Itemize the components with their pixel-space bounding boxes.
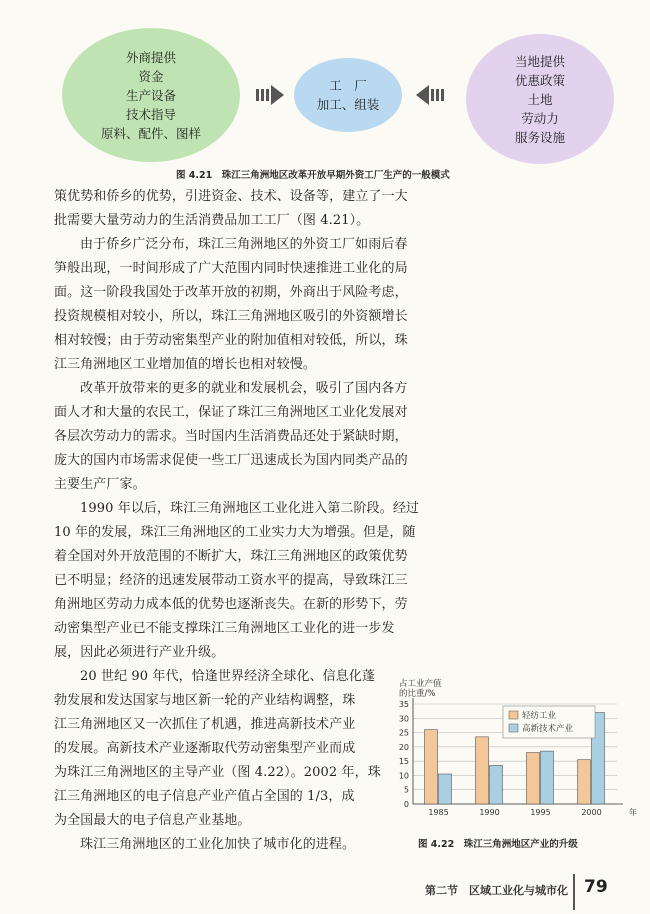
body-line: 1990 年以后，珠江三角洲地区工业化进入第二阶段。经过 <box>80 501 420 516</box>
body-line: 为珠江三角洲地区的主导产业（图 4.22）。2002 年，珠 <box>54 765 381 780</box>
x-tick-label: 1990 <box>479 808 500 817</box>
y-tick-label: 20 <box>398 742 409 752</box>
body-line: 各层次劳动力的需求。当时国内生活消费品还处于紧缺时期， <box>54 429 408 444</box>
body-line: 江三角洲地区又一次抓住了机遇，推进高新技术产业 <box>54 717 356 732</box>
y-tick-label: 30 <box>398 714 409 724</box>
y-tick-label: 0 <box>403 800 409 809</box>
body-line: 江三角洲地区的电子信息产业产值占全国的 1/3，成 <box>54 789 355 804</box>
body-line: 着全国对外开放范围的不断扩大，珠江三角洲地区的政策优势 <box>54 549 408 564</box>
body-line: 动密集型产业已不能支撑珠江三角洲地区工业化的进一步发 <box>54 621 395 636</box>
ellipse-text: 土地 <box>527 91 553 107</box>
arrow-right-icon <box>256 84 286 106</box>
y-tick-label: 15 <box>398 757 409 767</box>
body-line: 改革开放带来的更多的就业和发展机会，吸引了国内各方 <box>80 381 408 396</box>
ellipse-text: 技术指导 <box>125 106 176 122</box>
ellipse-text: 工 厂 <box>329 78 367 93</box>
x-tick-label: 1995 <box>530 808 551 817</box>
x-tick-label: 2000 <box>581 808 602 817</box>
body-line: 已不明显；经济的迅速发展带动工资水平的提高，导致珠江三 <box>54 573 408 588</box>
ellipse-text: 生产设备 <box>125 87 176 103</box>
ellipse-text: 服务设施 <box>514 129 565 145</box>
body-line: 主要生产厂家。 <box>54 477 146 492</box>
legend-swatch <box>509 711 518 719</box>
body-line: 面人才和大量的农民工，保证了珠江三角洲地区工业化发展对 <box>54 405 408 420</box>
legend-label: 高新技术产业 <box>522 724 574 734</box>
ellipse-text: 原料、配件、图样 <box>100 125 201 141</box>
ellipse-text: 劳动力 <box>521 110 559 126</box>
body-line: 为全国最大的电子信息产业基地。 <box>54 813 251 828</box>
legend-label: 轻纺工业 <box>522 711 557 721</box>
section-title: 第二节 区域工业化与城市化 <box>425 884 568 897</box>
body-line: 由于侨乡广泛分布，珠江三角洲地区的外资工厂如雨后春 <box>80 237 408 252</box>
body-line: 投资规模相对较小，所以，珠江三角洲地区吸引的外资额增长 <box>54 309 408 324</box>
figure-caption: 图 4.21 珠江三角洲地区改革开放早期外资工厂生产的一般模式 <box>176 170 450 181</box>
bar-hightech <box>490 765 503 804</box>
y-tick-label: 25 <box>398 728 409 738</box>
y-tick-label: 5 <box>403 785 409 795</box>
ellipse-text: 外商提供 <box>125 49 176 65</box>
body-line: 的发展。高新技术产业逐渐取代劳动密集型产业而成 <box>54 741 356 756</box>
body-line: 勃发展和发达国家与地区新一轮的产业结构调整，珠 <box>54 693 356 708</box>
body-line: 相对较慢；由于劳动密集型产业的附加值相对较低，所以，珠 <box>54 333 408 348</box>
body-line: 10 年的发展，珠江三角洲地区的工业实力大为增强。但是，随 <box>54 525 416 540</box>
ellipse-text: 当地提供 <box>514 53 565 69</box>
bar-textile <box>578 760 591 804</box>
body-line: 珠江三角洲地区的工业化加快了城市化的进程。 <box>80 837 356 852</box>
body-line: 展，因此必须进行产业升级。 <box>54 645 225 660</box>
body-line: 策优势和侨乡的优势，引进资金、技术、设备等，建立了一大 <box>54 189 408 204</box>
body-line: 面。这一阶段我国处于改革开放的初期，外商出于风险考虑， <box>54 285 408 300</box>
y-axis-label: 的比重/% <box>399 689 436 699</box>
legend-swatch <box>509 724 518 732</box>
bar-textile <box>425 730 438 804</box>
y-tick-label: 35 <box>398 700 409 709</box>
body-line: 20 世纪 90 年代，恰逢世界经济全球化、信息化蓬 <box>80 669 376 684</box>
x-axis-label: 年 <box>629 808 637 817</box>
footer-divider <box>573 874 575 910</box>
foreign-provides-ellipse <box>62 28 240 162</box>
y-axis-label: 占工业产值 <box>399 679 442 689</box>
ellipse-text: 加工、组装 <box>316 97 380 112</box>
bar-hightech <box>541 751 554 804</box>
local-provides-ellipse <box>466 34 614 164</box>
body-line: 笋般出现，一时间形成了广大范围内同时快速推进工业化的局 <box>54 261 408 276</box>
factory-ellipse <box>294 58 402 132</box>
figure-caption: 图 4.22 珠江三角洲地区产业的升级 <box>418 839 578 850</box>
ellipse-text: 资金 <box>138 68 164 84</box>
bar-hightech <box>439 774 452 804</box>
x-tick-label: 1985 <box>428 808 449 817</box>
bar-textile <box>476 737 489 804</box>
body-line: 批需要大量劳动力的生活消费品加工工厂（图 4.21）。 <box>54 213 370 228</box>
ellipse-text: 优惠政策 <box>514 72 565 88</box>
page-number: 79 <box>584 877 608 897</box>
body-line: 角洲地区劳动力成本低的优势也逐渐丧失。在新的形势下，劳 <box>54 597 408 612</box>
bar-textile <box>527 753 540 804</box>
arrow-left-icon <box>414 84 444 106</box>
body-line: 江三角洲地区工业增加值的增长也相对较慢。 <box>54 357 317 372</box>
industry-upgrade-chart <box>385 676 645 834</box>
y-tick-label: 10 <box>398 771 409 781</box>
body-line: 庞大的国内市场需求促使一些工厂迅速成长为国内同类产品的 <box>54 453 408 468</box>
